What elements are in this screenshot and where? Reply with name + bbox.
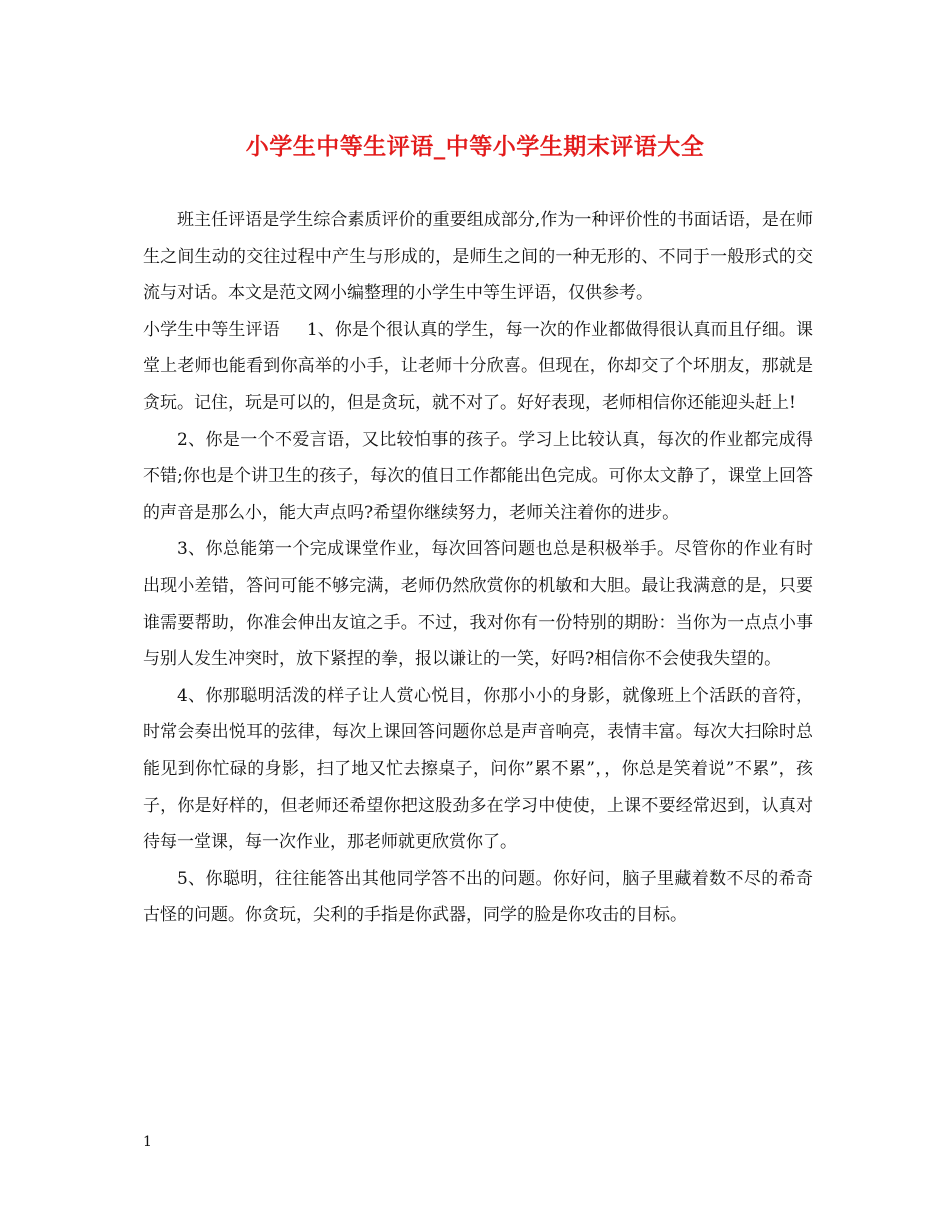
intro-paragraph: 班主任评语是学生综合素质评价的重要组成部分,作为一种评价性的书面话语，是在师生之间生动的交往过程中产生与形成的，是师生之间的一种无形的、不同于一般形式的交流与对话。本文是范文网小编整理的小学生中等生评语，仅供参考。 (143, 210, 813, 304)
page-number: 1 (143, 1134, 152, 1150)
item-text-1: 1、你是个很认真的学生，每一次的作业都做得很认真而且仔细。课堂上老师也能看到你高举的小手，让老师十分欣喜。但现在，你却交了个坏朋友，那就是贪玩。记住，玩是可以的，但是贪玩，就不对了。好好表现，老师相信你还能迎头赶上! (143, 319, 813, 413)
item-paragraph-3: 3、你总能第一个完成课堂作业，每次回答问题也总是积极举手。尽管你的作业有时出现小差错，答问可能不够完满，老师仍然欣赏你的机敏和大胆。最让我满意的是，只要谁需要帮助，你准会伸出友谊之手。不过，我对你有一份特别的期盼：当你为一点点小事与别人发生冲突时，放下紧捏的拳，报以谦让的一笑，好吗?相信你不会使我失望的。 (143, 539, 813, 670)
section-heading: 小学生中等生评语 (143, 319, 280, 340)
item-paragraph-5: 5、你聪明，往往能答出其他同学答不出的问题。你好问，脑子里藏着数不尽的希奇古怪的问题。你贪玩，尖利的手指是你武器，同学的脸是你攻击的目标。 (143, 868, 813, 926)
item-paragraph-2: 2、你是一个不爱言语，又比较怕事的孩子。学习上比较认真，每次的作业都完成得不错;你也是个讲卫生的孩子，每次的值日工作都能出色完成。可你太文静了，课堂上回答的声音是那么小，能大声点吗?希望你继续努力，老师关注着你的进步。 (143, 429, 813, 523)
document-title: 小学生中等生评语_中等小学生期末评语大全 (245, 133, 705, 160)
item-paragraph-1 (143, 312, 813, 422)
item-paragraph-4: 4、你那聪明活泼的样子让人赏心悦目，你那小小的身影，就像班上个活跃的音符，时常会奏出悦耳的弦律，每次上课回答问题你总是声音响亮，表情丰富。每次大扫除时总能见到你忙碌的身影，扫了地又忙去擦桌子，问你”累不累”，，你总是笑着说”不累”，孩子，你是好样的，但老师还希望你把这股劲多在学习中使使，上课不要经常迟到，认真对待每一堂课，每一次作业，那老师就更欣赏你了。 (143, 685, 813, 853)
document-body (143, 202, 813, 934)
